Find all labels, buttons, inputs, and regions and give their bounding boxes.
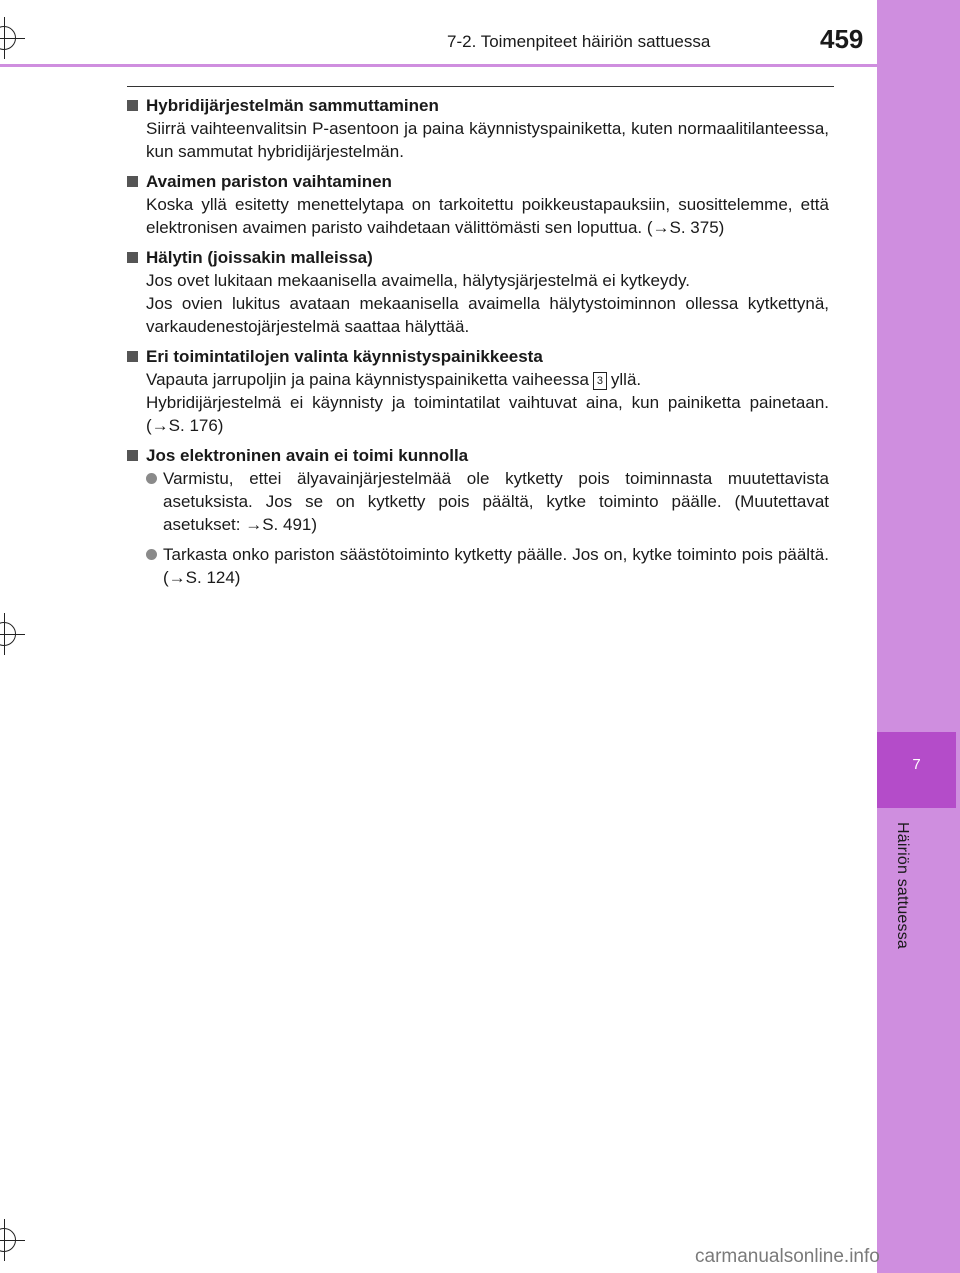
section-text: Siirrä vaihteenvalitsin P-asentoon ja paina käynnistyspainiketta, kuten normaalitilanteessa, kun sammutat hybridijärjestelmän. [146, 119, 829, 161]
circle-bullet-icon [146, 549, 157, 560]
section-text: Jos ovien lukitus avataan mekaanisella avaimella hälytystoiminnon ollessa kytkettynä, varkaudenestojärjestelmä saattaa hälyttää. [146, 294, 829, 336]
section-heading: Jos elektroninen avain ei toimi kunnolla [146, 446, 469, 465]
section-shutdown [127, 94, 829, 163]
square-bullet-icon [127, 351, 138, 362]
list-item: Varmistu, ettei älyavainjärjestelmää ole kytketty pois toiminnasta muutettavista asetuksista. Jos se on kytketty pois päältä, kytke toiminto päälle. (Muutettavat asetukset: →S. 491) [127, 467, 829, 536]
section-key-malfunction [127, 444, 829, 589]
page-content [127, 94, 829, 596]
content-divider [127, 86, 834, 87]
square-bullet-icon [127, 450, 138, 461]
section-text: Koska yllä esitetty menettelytapa on tarkoitettu poikkeustapauksiin, suosittelemme, että elektronisen avaimen paristo vaihdetaan välittömästi sen loputtua. (→S. 375) [146, 195, 829, 237]
section-heading: Eri toimintatilojen valinta käynnistyspainikkeesta [146, 347, 543, 366]
watermark: carmanualsonline.info [695, 1246, 880, 1267]
chapter-title: Häiriön sattuessa [894, 822, 911, 950]
list-item: Tarkasta onko pariston säästötoiminto kytketty päälle. Jos on, kytke toiminto pois päältä. (→S. 124) [127, 543, 829, 589]
circle-bullet-icon [146, 473, 157, 484]
header-divider [0, 64, 877, 67]
chapter-sidebar [877, 0, 960, 1273]
section-modes [127, 345, 829, 437]
square-bullet-icon [127, 252, 138, 263]
section-alarm [127, 246, 829, 338]
square-bullet-icon [127, 100, 138, 111]
section-heading: Avaimen pariston vaihtaminen [146, 172, 392, 191]
section-battery [127, 170, 829, 239]
square-bullet-icon [127, 176, 138, 187]
section-title: 7-2. Toimenpiteet häiriön sattuessa [447, 32, 711, 51]
section-text: Vapauta jarrupoljin ja paina käynnistyspainiketta vaiheessa 3 yllä. [146, 370, 642, 389]
chapter-number: 7 [912, 756, 921, 773]
registration-mark-icon [0, 1228, 16, 1252]
section-text: Jos ovet lukitaan mekaanisella avaimella, hälytysjärjestelmä ei kytkeydy. [146, 271, 690, 290]
page-number: 459 [820, 24, 864, 54]
section-heading: Hälytin (joissakin malleissa) [146, 248, 373, 267]
chapter-tab [877, 732, 956, 808]
registration-mark-icon [0, 26, 16, 50]
section-heading: Hybridijärjestelmän sammuttaminen [146, 96, 439, 115]
registration-mark-icon [0, 622, 16, 646]
step-number-badge: 3 [593, 372, 607, 390]
section-text: Hybridijärjestelmä ei käynnisty ja toimintatilat vaihtuvat aina, kun painiketta painetaan. (→S. 176) [146, 393, 829, 435]
